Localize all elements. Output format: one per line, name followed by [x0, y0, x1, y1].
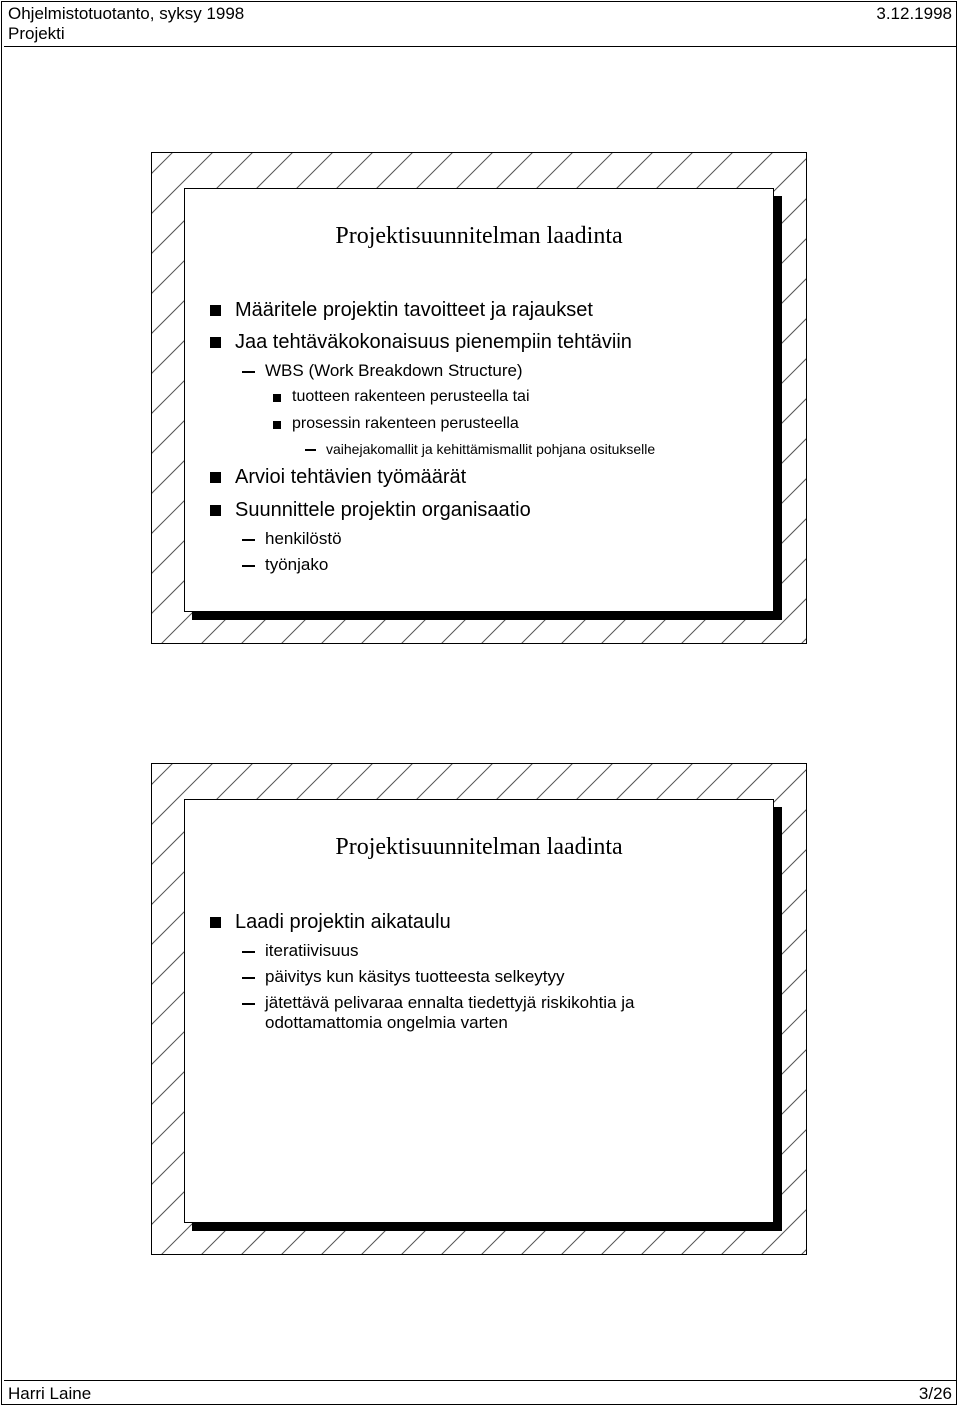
slide-2-frame — [151, 763, 807, 1255]
header-rule — [4, 46, 956, 47]
slide-1-bullet-2: Jaa tehtäväkokonaisuus pienempiin tehtäviin — [210, 330, 632, 354]
slide-1-card — [184, 188, 774, 612]
dash-bullet-icon — [242, 565, 255, 567]
square-bullet-icon — [210, 472, 221, 483]
slide-1-subitem-1: WBS (Work Breakdown Structure) — [242, 361, 523, 381]
slide-2-subitem-2: päivitys kun käsitys tuotteesta selkeytyy — [242, 967, 565, 987]
square-bullet-icon — [210, 337, 221, 348]
slide-1-subitem-3: työnjako — [242, 555, 328, 575]
slide-1-subsubitem-1: tuotteen rakenteen perusteella tai — [273, 387, 530, 407]
dash-bullet-icon — [242, 371, 255, 373]
slide-2-card — [184, 799, 774, 1223]
slide-1-subsubitem-2: prosessin rakenteen perusteella — [273, 414, 519, 434]
footer-rule — [4, 1380, 956, 1381]
dash-bullet-icon — [305, 449, 316, 451]
square-bullet-icon — [273, 421, 281, 429]
slide-2-title: Projektisuunnitelman laadinta — [335, 834, 623, 860]
slide-1-frame — [151, 152, 807, 644]
header-topic: Projekti — [8, 24, 65, 43]
dash-bullet-icon — [242, 951, 255, 953]
slide-1-bullet-3: Arvioi tehtävien työmäärät — [210, 465, 466, 489]
slide-1-subitem-2: henkilöstö — [242, 529, 342, 549]
slide-2-bullet-1: Laadi projektin aikataulu — [210, 910, 451, 934]
footer-page-number: 3/26 — [918, 1384, 952, 1403]
square-bullet-icon — [210, 505, 221, 516]
header-date: 3.12.1998 — [876, 4, 952, 23]
slide-1-bullet-4: Suunnittele projektin organisaatio — [210, 498, 531, 522]
square-bullet-icon — [210, 917, 221, 928]
slide-2-subitem-1: iteratiivisuus — [242, 941, 359, 961]
dash-bullet-icon — [242, 977, 255, 979]
footer-author: Harri Laine — [8, 1384, 92, 1403]
slide-1-level4-item: vaihejakomallit ja kehittämismallit pohjana ositukselle — [305, 440, 655, 458]
slide-1-bullet-1: Määritele projektin tavoitteet ja rajaukset — [210, 298, 593, 322]
dash-bullet-icon — [242, 1003, 255, 1005]
slide-1-title: Projektisuunnitelman laadinta — [335, 223, 623, 249]
slide-2-subitem-3: jätettävä pelivaraa ennalta tiedettyjä riskikohtia ja odottamattomia ongelmia varten — [242, 993, 685, 1033]
square-bullet-icon — [273, 394, 281, 402]
dash-bullet-icon — [242, 539, 255, 541]
square-bullet-icon — [210, 305, 221, 316]
header-course: Ohjelmistotuotanto, syksy 1998 — [8, 4, 245, 23]
